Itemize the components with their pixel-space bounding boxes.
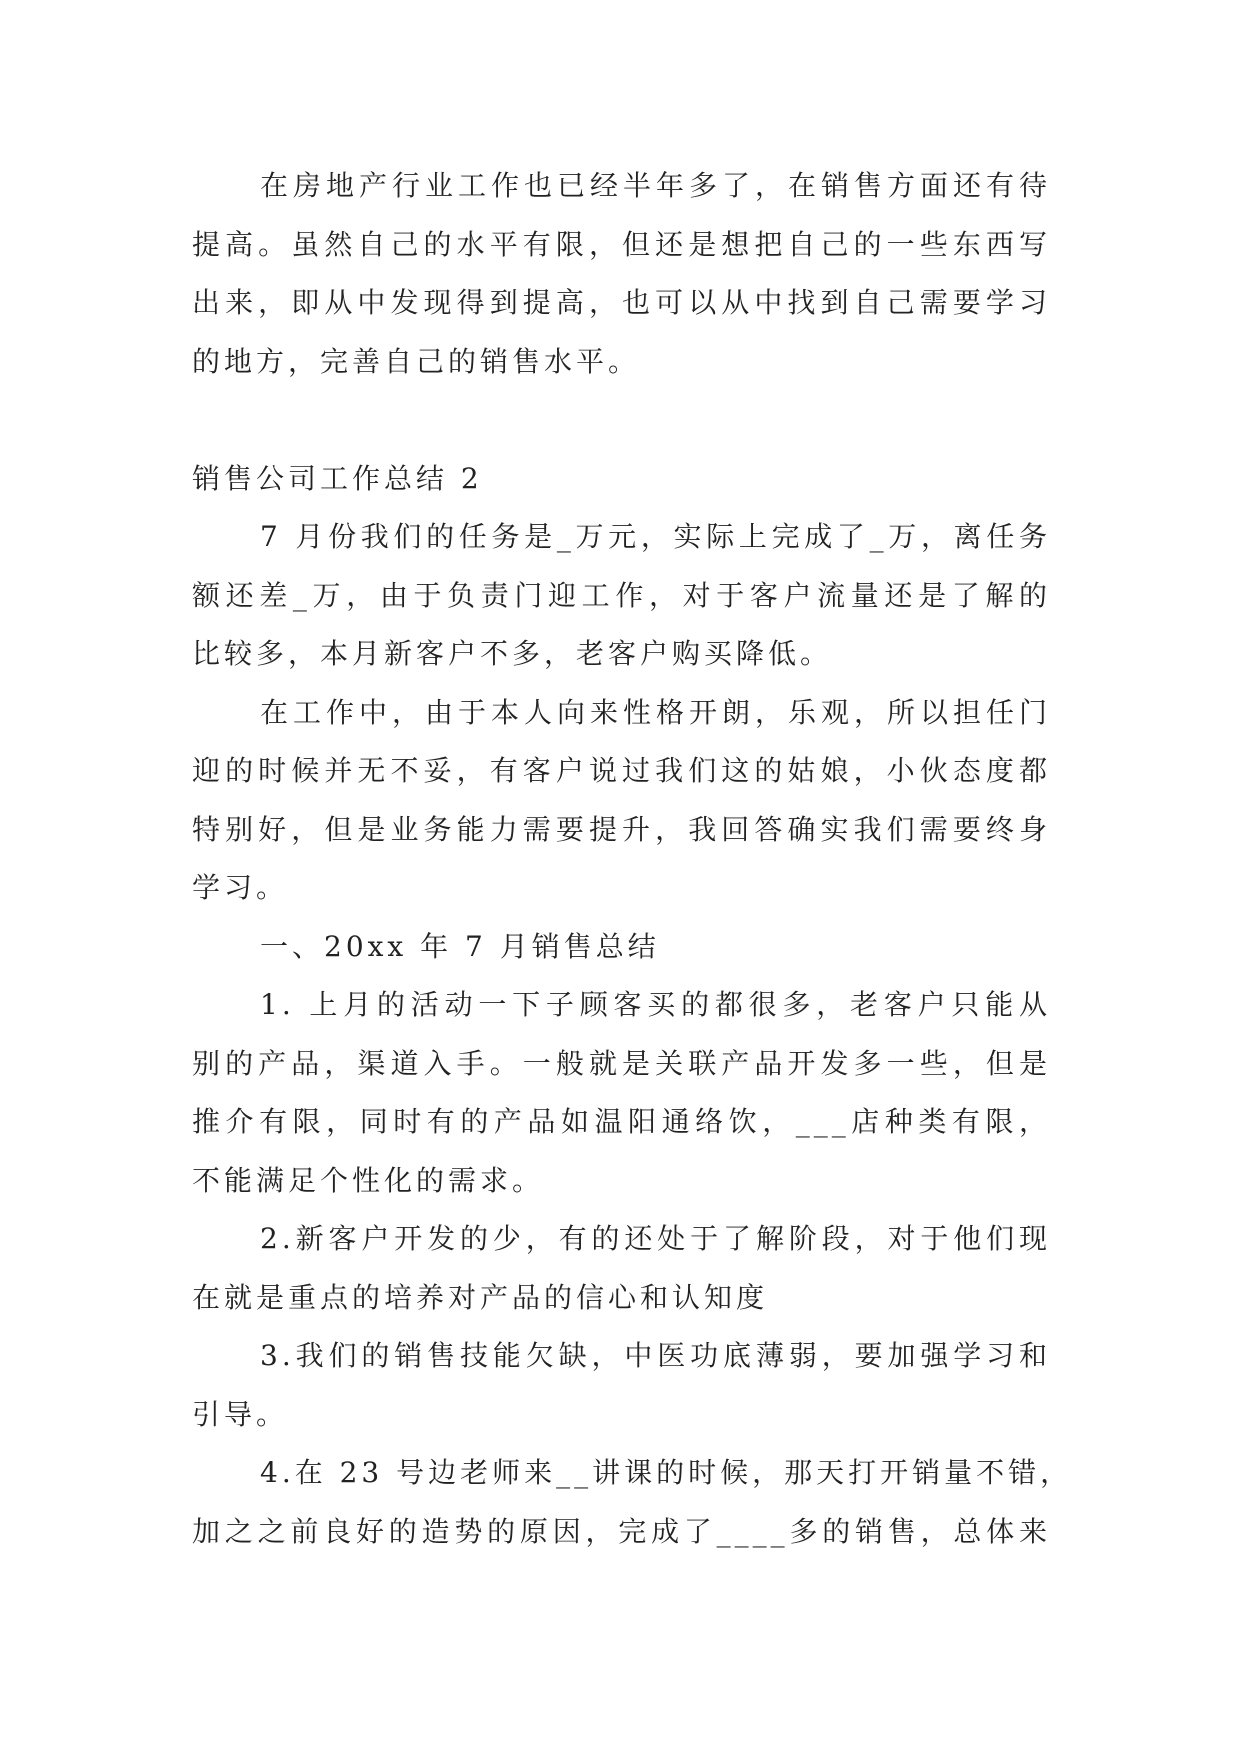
blank-line [192, 391, 1051, 450]
paragraph-task [192, 508, 1051, 684]
text-line: 加之之前良好的造势的原因，完成了____多的销售，总体来 [192, 1514, 1051, 1548]
list-item [192, 1210, 1051, 1327]
list-item [192, 1444, 1073, 1561]
list-item [192, 1327, 1051, 1444]
text-line: 在就是重点的培养对产品的信心和认知度 [192, 1280, 769, 1314]
text-line: 别的产品，渠道入手。一般就是关联产品开发多一些，但是 [192, 1046, 1051, 1080]
text-line: 迎的时候并无不妥，有客户说过我们这的姑娘，小伙态度都 [192, 754, 1051, 787]
paragraph-work [192, 684, 1051, 918]
section-heading [192, 450, 1051, 509]
text-line: 学习。 [192, 871, 289, 904]
text-line: 提高。虽然自己的水平有限，但还是想把自己的一些东西写 [192, 227, 1051, 261]
text-line: 7 月份我们的任务是_万元，实际上完成了_万，离任务 [260, 520, 1051, 553]
text-line: 4.在 23 号边老师来__讲课的时候，那天打开销量不错， [260, 1456, 1073, 1489]
text-line: 的地方，完善自己的销售水平。 [192, 344, 641, 378]
subheading [192, 918, 1051, 977]
document-page [192, 157, 1073, 1561]
text-line: 引导。 [192, 1397, 289, 1431]
heading-text: 销售公司工作总结 2 [192, 461, 483, 495]
subheading-text: 一、20xx 年 7 月销售总结 [260, 929, 660, 963]
text-line: 2.新客户开发的少，有的还处于了解阶段，对于他们现 [260, 1222, 1051, 1255]
text-line: 出来，即从中发现得到提高，也可以从中找到自己需要学习 [192, 286, 1051, 319]
text-line: 比较多，本月新客户不多，老客户购买降低。 [192, 637, 833, 670]
text-line: 不能满足个性化的需求。 [192, 1163, 545, 1197]
text-line: 在工作中，由于本人向来性格开朗，乐观，所以担任门 [260, 695, 1051, 729]
text-line: 3.我们的销售技能欠缺，中医功底薄弱，要加强学习和 [260, 1339, 1051, 1372]
text-line: 推介有限，同时有的产品如温阳通络饮，___店种类有限， [192, 1105, 1051, 1138]
text-line: 额还差_万，由于负责门迎工作，对于客户流量还是了解的 [192, 578, 1051, 612]
paragraph-intro [192, 157, 1051, 391]
text-line: 1. 上月的活动一下子顾客买的都很多，老客户只能从 [260, 988, 1051, 1021]
text-line: 在房地产行业工作也已经半年多了，在销售方面还有待 [260, 169, 1051, 202]
text-line: 特别好，但是业务能力需要提升，我回答确实我们需要终身 [192, 812, 1051, 846]
list-item [192, 976, 1051, 1210]
